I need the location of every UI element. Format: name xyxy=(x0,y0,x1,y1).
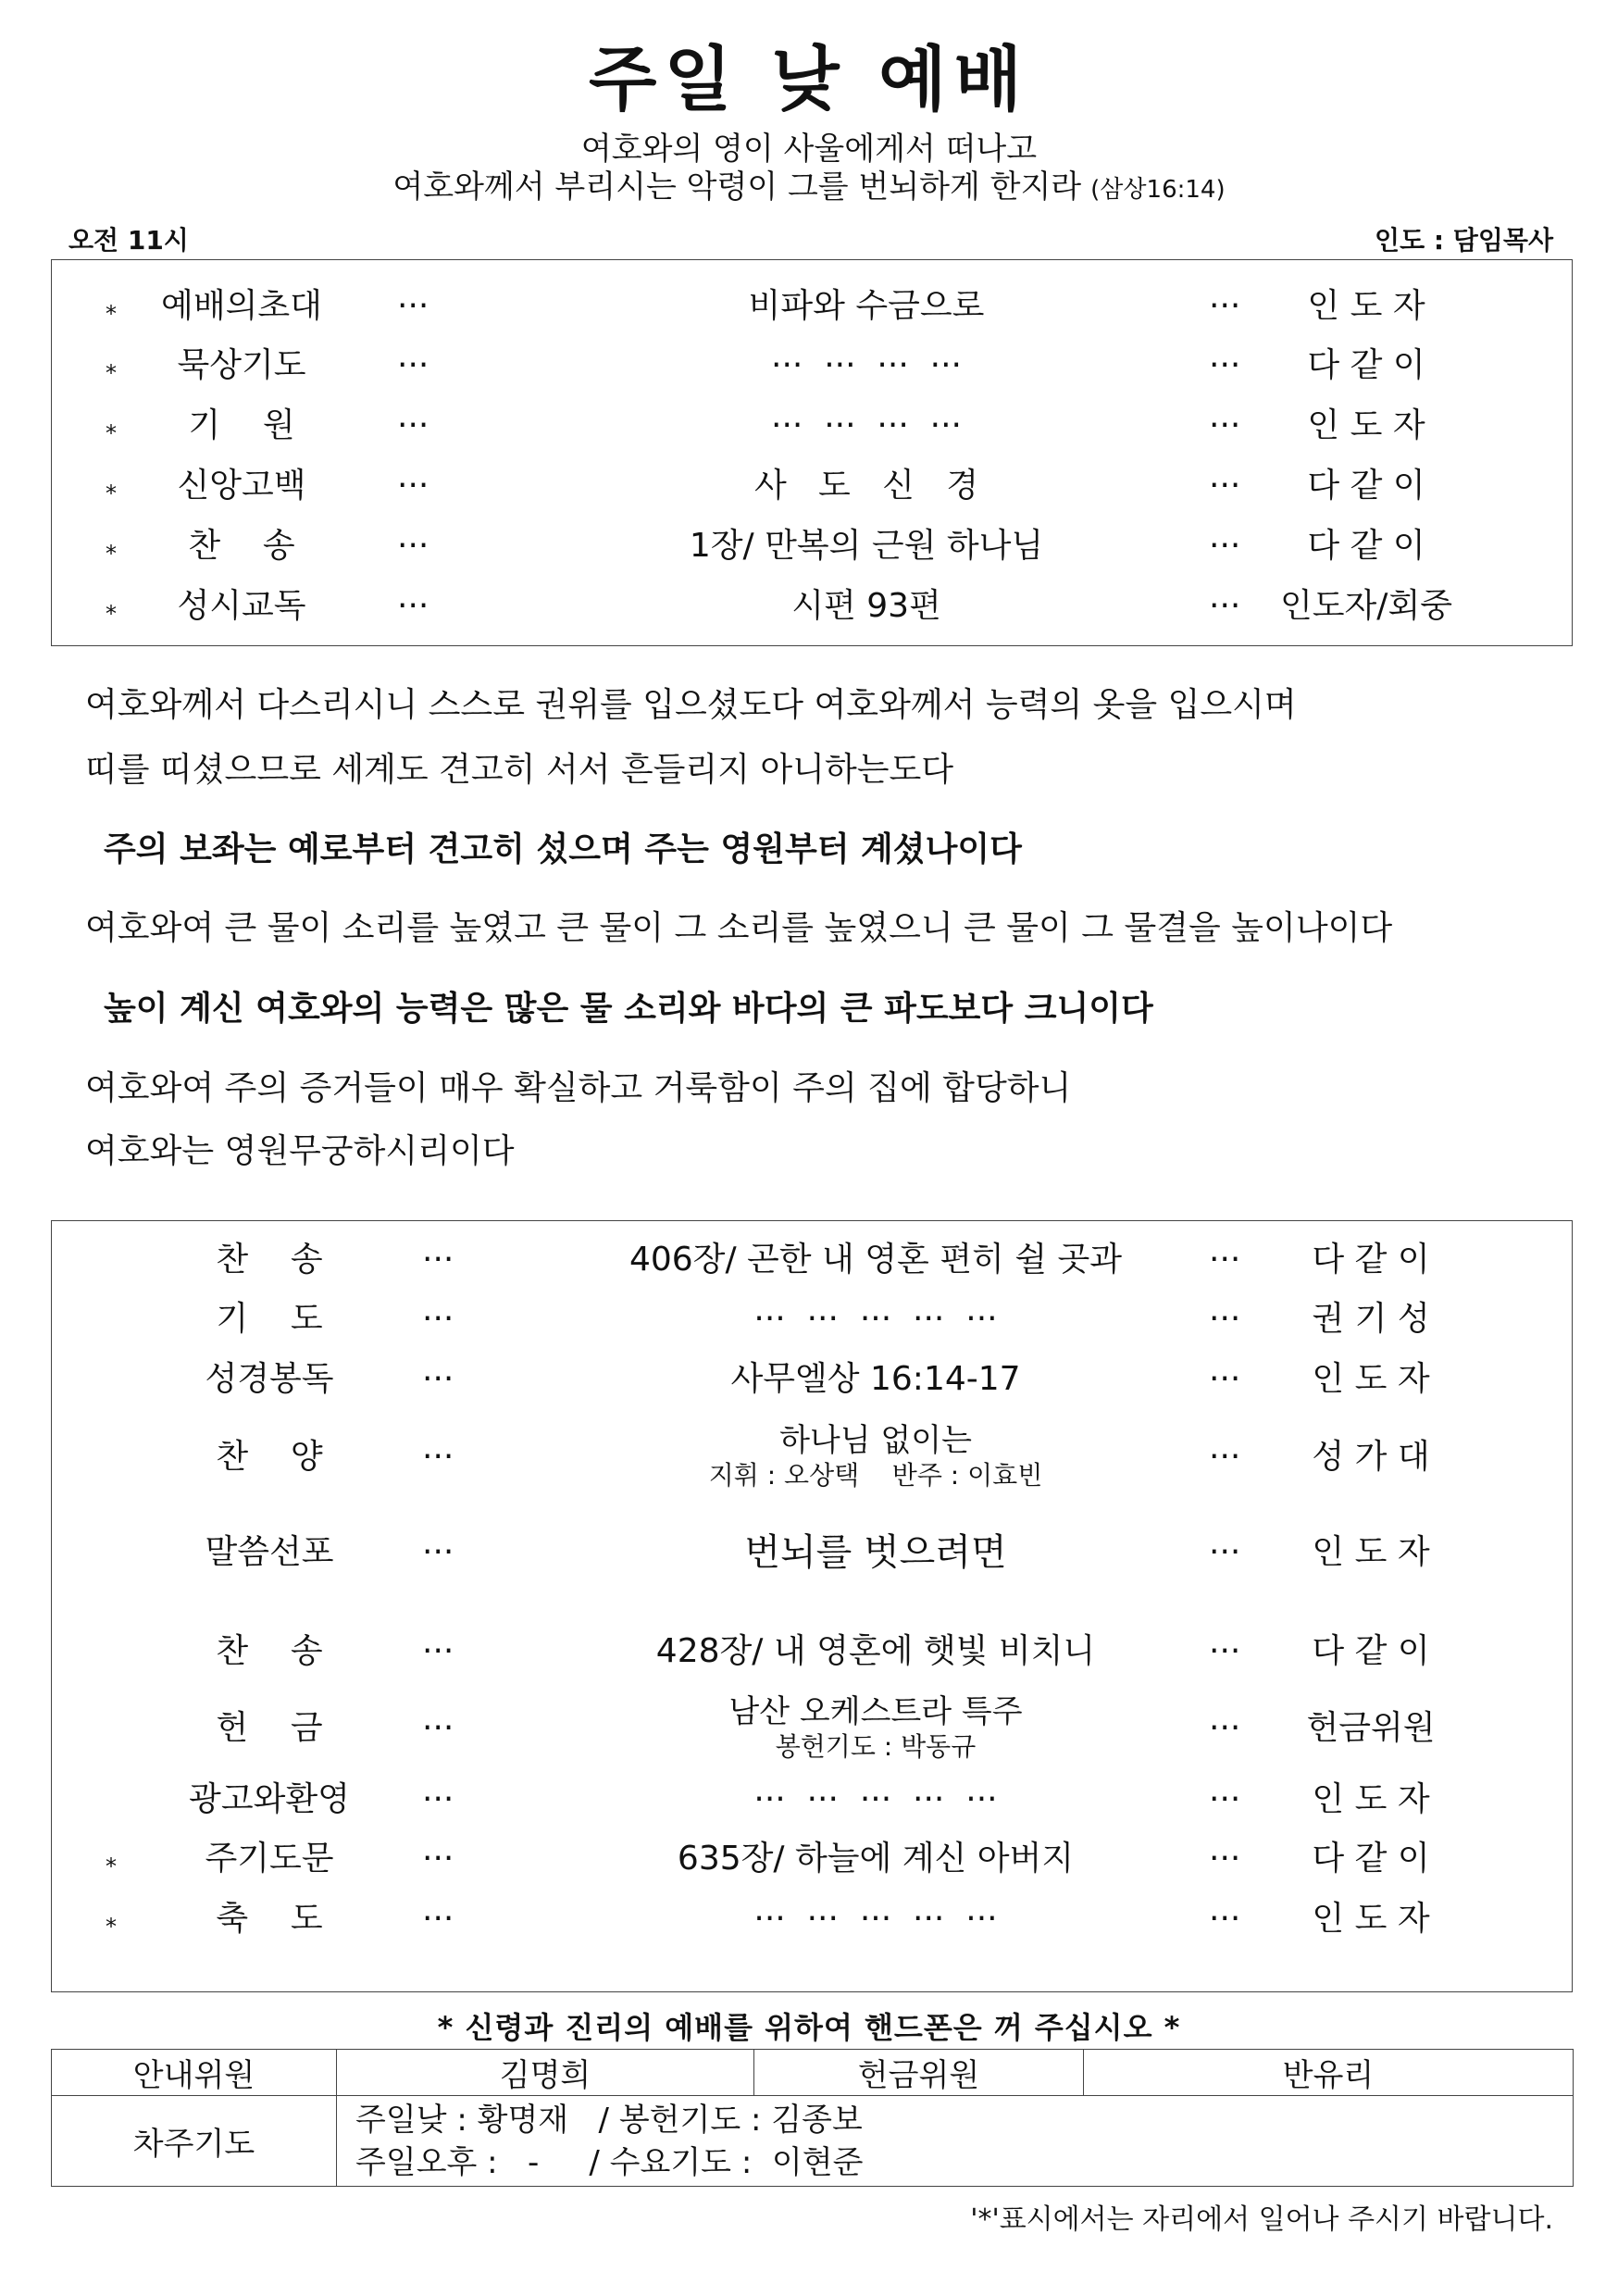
order-item-leader: 다 같 이 xyxy=(1312,1840,1430,1878)
order-item-leader: 인 도 자 xyxy=(1312,1360,1430,1398)
order-item-leader: 헌금위원 xyxy=(1306,1709,1436,1747)
usher-name: 김명희 xyxy=(337,2050,754,2096)
verse-text: 여호와께서 부리시는 악령이 그를 번뇌하게 한지라 xyxy=(392,168,1082,206)
leader-dots: ··· xyxy=(1209,346,1241,384)
standing-footnote: '*'표시에서는 자리에서 일어나 주시기 바랍니다. xyxy=(970,2203,1553,2236)
order-row xyxy=(52,1416,1572,1499)
phone-notice: * 신령과 진리의 예배를 위하여 핸드폰은 꺼 주십시오 * xyxy=(437,2010,1181,2045)
stand-marker: * xyxy=(106,1853,117,1879)
psalm-line: 여호와께서 다스리시니 스스로 권위를 입으셨도다 여호와께서 능력의 옷을 입으시며 xyxy=(85,686,1297,724)
order-item-label: 축 도 xyxy=(216,1900,323,1938)
order-item-label: 찬 양 xyxy=(216,1438,323,1476)
content-subtitle: 지휘 : 오상택 반주 : 이효빈 xyxy=(708,1460,1043,1491)
psalm-line: 띠를 띠셨으므로 세계도 견고히 서서 흔들리지 아니하는도다 xyxy=(85,751,954,789)
psalm-line: 여호와는 영원무궁하시리이다 xyxy=(85,1132,515,1170)
verse-reference: (삼상16:14) xyxy=(1090,176,1226,204)
stand-marker: * xyxy=(106,420,117,446)
order-item-label: 주기도문 xyxy=(205,1840,334,1878)
order-row xyxy=(52,1774,1572,1826)
psalm-line-response: 높이 계신 여호와의 능력은 많은 물 소리와 바다의 큰 파도보다 크니이다 xyxy=(104,990,1153,1028)
stand-marker: * xyxy=(106,360,117,386)
order-item-label: 말씀선포 xyxy=(205,1533,334,1571)
order-item-content: 635장/ 하늘에 계신 아버지 xyxy=(677,1840,1075,1878)
stand-marker: * xyxy=(106,1914,117,1940)
content-title: 하나님 없이는 xyxy=(779,1422,972,1459)
order-item-content: 번뇌를 벗으려면 xyxy=(744,1531,1007,1574)
order-item-label: 찬 송 xyxy=(216,1241,323,1279)
order-item-content: 428장/ 내 영혼에 햇빛 비치니 xyxy=(655,1632,1096,1670)
leader-dots: ··· xyxy=(1209,467,1241,505)
prayer-line: 주일오후 : - / 수요기도 : 이현준 xyxy=(355,2143,864,2181)
order-row xyxy=(52,520,1572,572)
leader-dots: ··· xyxy=(422,1632,454,1670)
leader-dots: ··· xyxy=(1209,1241,1241,1279)
order-item-label: 기 도 xyxy=(216,1300,323,1338)
order-row xyxy=(52,580,1572,632)
stand-marker: * xyxy=(106,301,117,327)
leader-dots: ··· xyxy=(1209,527,1241,565)
order-item-leader: 인도자/회중 xyxy=(1279,587,1452,625)
page-title: 주일 낮 예배 xyxy=(589,38,1029,120)
order-item-content: 시편 93편 xyxy=(791,587,941,625)
order-row xyxy=(52,1833,1572,1885)
order-item-leader: 다 같 이 xyxy=(1307,346,1425,384)
order-row xyxy=(52,1691,1572,1766)
order-item-leader: 인 도 자 xyxy=(1307,406,1425,444)
psalm-line-response: 주의 보좌는 예로부터 견고히 섰으며 주는 영원부터 계셨나이다 xyxy=(104,830,1022,868)
leader-dots: ··· xyxy=(1209,406,1241,444)
order-of-worship-top xyxy=(51,259,1573,646)
leader-dots: ··· xyxy=(422,1360,454,1398)
order-row xyxy=(52,400,1572,452)
order-item-label: 성시교독 xyxy=(177,587,306,625)
order-row xyxy=(52,281,1572,332)
leader-dots: ··· xyxy=(397,406,429,444)
stand-marker: * xyxy=(106,601,117,627)
order-item-leader: 인 도 자 xyxy=(1312,1533,1430,1571)
order-item-content xyxy=(533,1693,1218,1764)
order-row xyxy=(52,1893,1572,1945)
order-item-content: 사 도 신 경 xyxy=(753,467,979,505)
order-item-label: 기 원 xyxy=(188,406,295,444)
order-item-leader: 인 도 자 xyxy=(1307,287,1425,325)
order-item-label: 광고와환영 xyxy=(189,1780,350,1818)
order-item-leader: 다 같 이 xyxy=(1307,527,1425,565)
leader-dots: ··· xyxy=(1209,287,1241,325)
order-item-content: ··· ··· ··· ··· ··· xyxy=(753,1780,998,1818)
leader-dots: ··· xyxy=(397,346,429,384)
leader-dots: ··· xyxy=(1209,1360,1241,1398)
leader-dots: ··· xyxy=(422,1300,454,1338)
leader-dots: ··· xyxy=(397,587,429,625)
leader-dots: ··· xyxy=(422,1533,454,1571)
order-item-content: ··· ··· ··· ··· ··· xyxy=(753,1900,998,1938)
order-item-content: ··· ··· ··· ··· ··· xyxy=(753,1300,998,1338)
leader-dots: ··· xyxy=(1209,1533,1241,1571)
content-title: 남산 오케스트라 특주 xyxy=(728,1693,1023,1730)
order-row xyxy=(52,1234,1572,1286)
leader-dots: ··· xyxy=(1209,1709,1241,1747)
order-item-leader: 인 도 자 xyxy=(1312,1900,1430,1938)
leader-dots: ··· xyxy=(1209,1780,1241,1818)
leader-dots: ··· xyxy=(1209,1840,1241,1878)
order-item-label: 헌 금 xyxy=(216,1709,323,1747)
order-row xyxy=(52,1626,1572,1678)
order-item-label: 신앙고백 xyxy=(177,467,306,505)
leader-dots: ··· xyxy=(422,1241,454,1279)
order-item-leader: 다 같 이 xyxy=(1312,1241,1430,1279)
leader-dots: ··· xyxy=(397,527,429,565)
order-item-content: 비파와 수금으로 xyxy=(748,287,985,325)
order-item-leader: 성 가 대 xyxy=(1312,1438,1430,1476)
order-of-worship-bottom xyxy=(51,1220,1573,1992)
order-item-leader: 인 도 자 xyxy=(1312,1780,1430,1818)
content-subtitle: 봉헌기도 : 박동규 xyxy=(775,1731,977,1762)
leader-dots: ··· xyxy=(422,1840,454,1878)
order-item-leader: 다 같 이 xyxy=(1307,467,1425,505)
leader-dots: ··· xyxy=(1209,1438,1241,1476)
service-leader: 인도 : 담임목사 xyxy=(1375,225,1553,256)
order-item-content: ··· ··· ··· ··· xyxy=(771,346,962,384)
service-time: 오전 11시 xyxy=(68,225,189,256)
verse-line-2 xyxy=(0,168,1618,206)
psalm-line: 여호와여 큰 물이 소리를 높였고 큰 물이 그 소리를 높였으니 큰 물이 그 물결을 높이나이다 xyxy=(85,909,1393,947)
leader-dots: ··· xyxy=(1209,1900,1241,1938)
order-row xyxy=(52,340,1572,392)
verse-line-1: 여호와의 영이 사울에게서 떠나고 xyxy=(580,131,1038,168)
leader-dots: ··· xyxy=(422,1900,454,1938)
leader-dots: ··· xyxy=(1209,1632,1241,1670)
order-item-content: 1장/ 만복의 근원 하나님 xyxy=(689,527,1044,565)
order-item-label: 찬 송 xyxy=(188,527,295,565)
staff-table xyxy=(51,2049,1574,2187)
leader-dots: ··· xyxy=(397,467,429,505)
order-item-content xyxy=(533,1422,1218,1492)
order-item-leader: 다 같 이 xyxy=(1312,1632,1430,1670)
next-week-prayer-assignments xyxy=(337,2096,1574,2187)
leader-dots: ··· xyxy=(422,1709,454,1747)
prayer-line: 주일낮 : 황명재 / 봉헌기도 : 김종보 xyxy=(355,2101,863,2139)
psalm-line: 여호와여 주의 증거들이 매우 확실하고 거룩함이 주의 집에 합당하니 xyxy=(85,1069,1072,1107)
leader-dots: ··· xyxy=(422,1438,454,1476)
leader-dots: ··· xyxy=(1209,1300,1241,1338)
order-item-label: 예배의초대 xyxy=(161,287,322,325)
order-item-label: 묵상기도 xyxy=(177,346,306,384)
usher-label: 안내위원 xyxy=(52,2050,337,2096)
next-week-prayer-label: 차주기도 xyxy=(52,2096,337,2187)
order-row xyxy=(52,460,1572,512)
leader-dots: ··· xyxy=(422,1780,454,1818)
order-row xyxy=(52,1293,1572,1345)
order-item-content: 406장/ 곤한 내 영혼 편히 쉴 곳과 xyxy=(629,1241,1123,1279)
offering-committee-name: 반유리 xyxy=(1084,2050,1574,2096)
order-item-label: 성경봉독 xyxy=(205,1360,334,1398)
offering-committee-label: 헌금위원 xyxy=(754,2050,1084,2096)
order-item-label: 찬 송 xyxy=(216,1632,323,1670)
leader-dots: ··· xyxy=(397,287,429,325)
order-item-leader: 권 기 성 xyxy=(1312,1300,1430,1338)
order-row xyxy=(52,1527,1572,1578)
leader-dots: ··· xyxy=(1209,587,1241,625)
stand-marker: * xyxy=(106,541,117,567)
order-item-content: 사무엘상 16:14-17 xyxy=(730,1360,1021,1398)
order-item-content: ··· ··· ··· ··· xyxy=(771,406,962,444)
order-row xyxy=(52,1354,1572,1405)
stand-marker: * xyxy=(106,480,117,506)
